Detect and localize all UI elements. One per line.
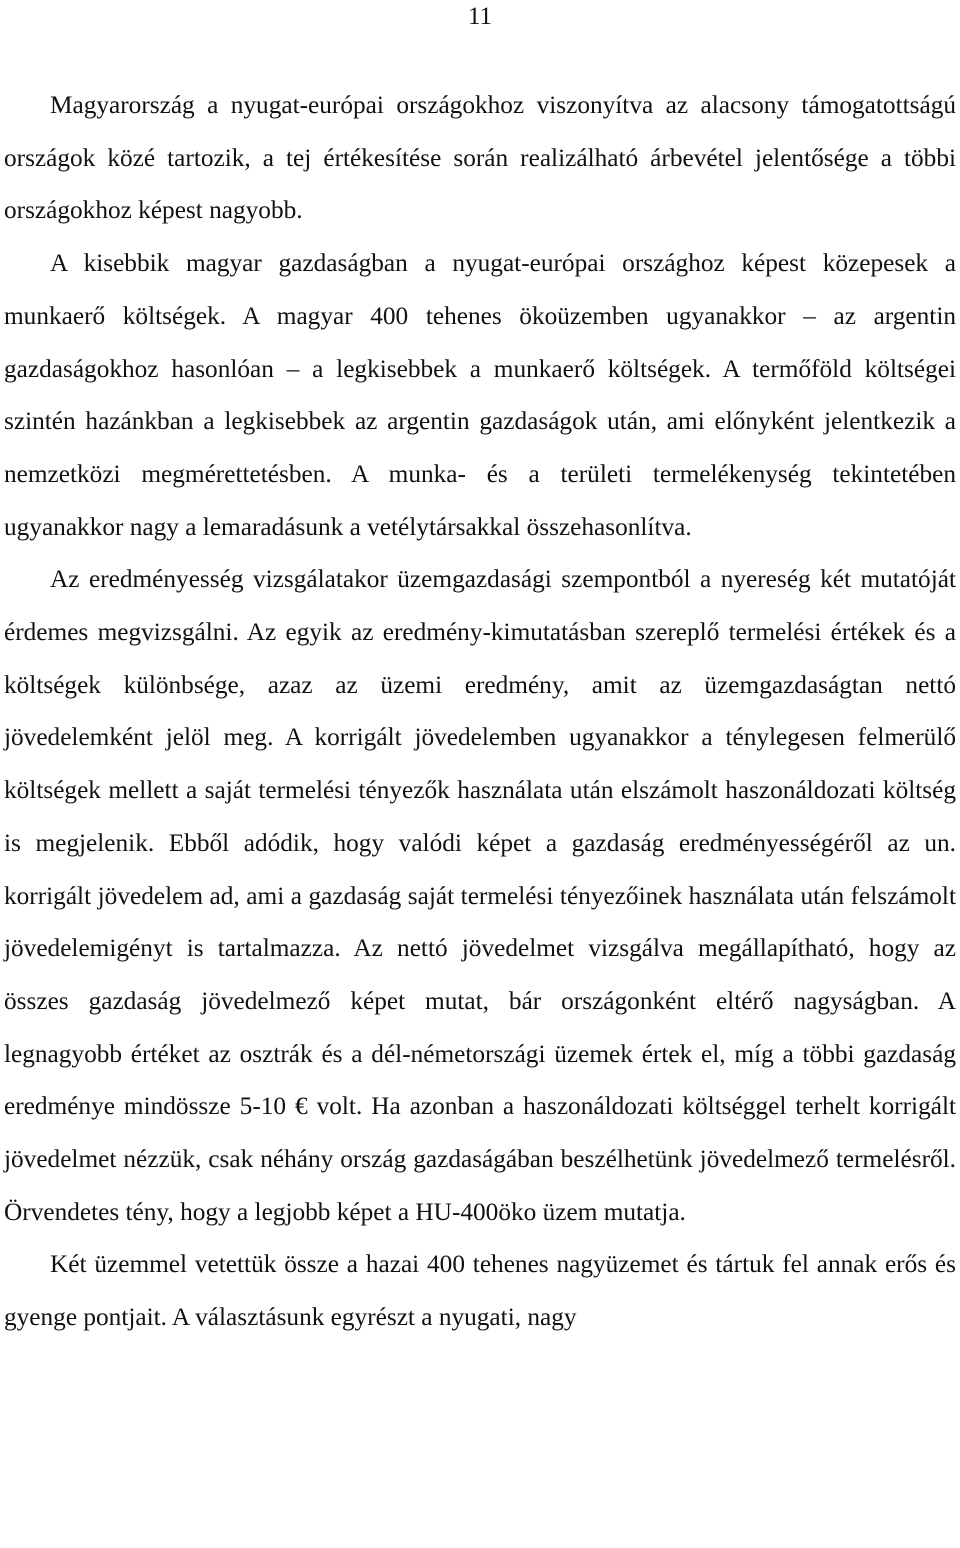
paragraph: Két üzemmel vetettük össze a hazai 400 tehenes nagyüzemet és tártuk fel annak erős és gyenge pontjait. A választásunk egyrészt a nyugati, nagy <box>4 1250 956 1332</box>
paragraph: Magyarország a nyugat-európai országokhoz viszonyítva az alacsony támogatottságú országok közé tartozik, a tej értékesítése során realizálható árbevétel jelentősége a többi országokhoz képest nagyobb. <box>4 91 956 225</box>
paragraph: A kisebbik magyar gazdaságban a nyugat-európai országhoz képest közepesek a munkaerő költségek. A magyar 400 tehenes ökoüzemben ugyanakkor – az argentin gazdaságokhoz hasonlóan – a legkisebbek a munkaerő költségek. A termőföld költségei szintén hazánkban a legkisebbek az argentin gazdaságok után, ami előnyként jelentkezik a nemzetközi megmérettetésben. A munka- és a területi termelékenység tekintetében ugyanakkor nagy a lemaradásunk a vetélytársakkal összehasonlítva. <box>4 249 956 541</box>
document-body <box>4 79 956 1344</box>
page-number: 11 <box>467 3 493 30</box>
paragraph: Az eredményesség vizsgálatakor üzemgazdasági szempontból a nyereség két mutatóját érdemes megvizsgálni. Az egyik az eredmény-kimutatásban szereplő termelési értékek és a költségek különbsége, azaz az üzemi eredmény, amit az üzemgazdaságtan nettó jövedelemként jelöl meg. A korrigált jövedelemben ugyanakkor a ténylegesen felmerülő költségek mellett a saját termelési tényezők használata után elszámolt haszonáldozati költség is megjelenik. Ebből adódik, hogy valódi képet a gazdaság eredményességéről az un. korrigált jövedelem ad, ami a gazdaság saját termelési tényezőinek használata után felszámolt jövedelemigényt is tartalmazza. Az nettó jövedelmet vizsgálva megállapítható, hogy az összes gazdaság jövedelmező képet mutat, bár országonként eltérő nagyságban. A legnagyobb értéket az osztrák és a dél-németországi üzemek értek el, míg a többi gazdaság eredménye mindössze 5-10 € volt. Ha azonban a haszonáldozati költséggel terhelt korrigált jövedelmet nézzük, csak néhány ország gazdaságában beszélhetünk jövedelmező termelésről. Örvendetes tény, hogy a legjobb képet a HU-400öko üzem mutatja. <box>4 565 956 1226</box>
